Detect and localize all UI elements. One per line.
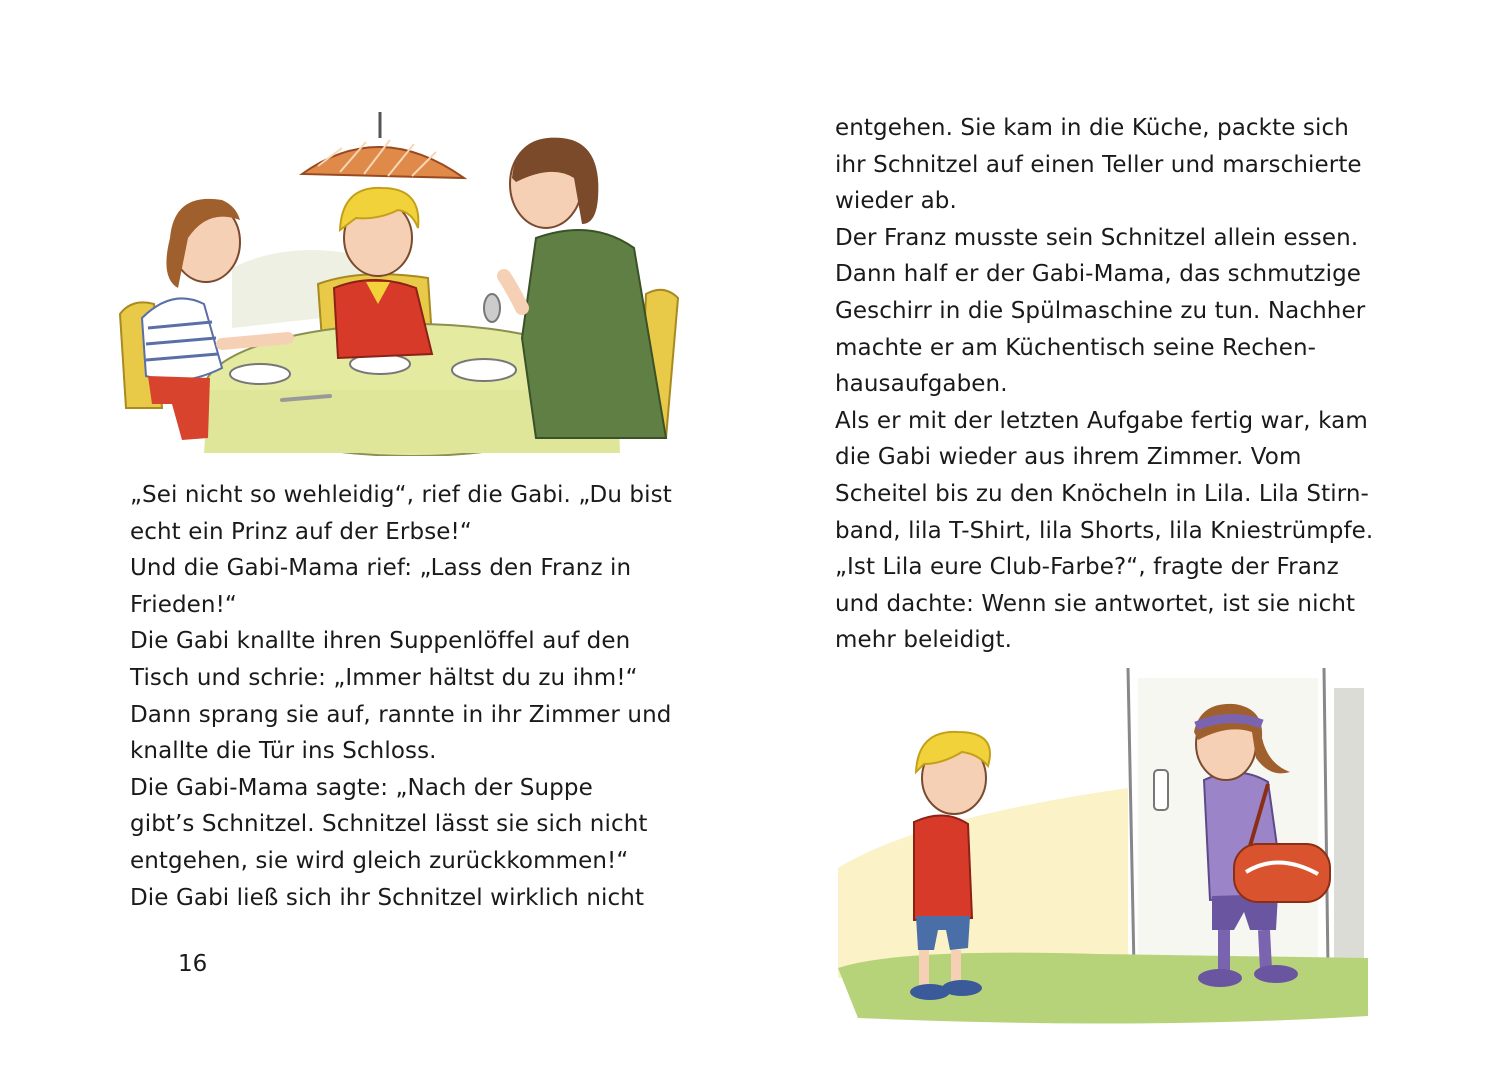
text-line: „Ist Lila eure Club-Farbe?“, fragte der Franz — [835, 554, 1339, 581]
illustration-dinner-table — [112, 108, 684, 456]
text-line: Scheitel bis zu den Knöcheln in Lila. Lila Stirn- — [835, 480, 1369, 507]
right-page — [750, 0, 1500, 1073]
text-line: Dann sprang sie auf, rannte in ihr Zimmer und — [130, 701, 672, 728]
text-line: Und die Gabi-Mama rief: „Lass den Franz in — [130, 555, 632, 582]
wall-shadow — [1334, 688, 1364, 968]
text-line: Die Gabi ließ sich ihr Schnitzel wirklich nicht — [130, 884, 645, 911]
soup-plate — [230, 364, 290, 384]
text-line: Die Gabi knallte ihren Suppenlöffel auf den — [130, 628, 631, 655]
mama-green-jacket — [522, 230, 666, 438]
wall-light — [838, 788, 1128, 978]
text-line: Geschirr in die Spülmaschine zu tun. Nachher — [835, 297, 1366, 324]
franz-shoe — [942, 980, 982, 996]
mama-arm — [504, 276, 522, 308]
gabi-shoe — [1198, 969, 1242, 987]
text-line: „Sei nicht so wehleidig“, rief die Gabi. „Du bist — [130, 482, 672, 508]
text-line: die Gabi wieder aus ihrem Zimmer. Vom — [835, 444, 1302, 471]
text-line: Die Gabi-Mama sagte: „Nach der Suppe — [130, 774, 593, 801]
page-number: 16 — [178, 951, 208, 977]
text-line: entgehen. Sie kam in die Küche, packte sich — [835, 115, 1349, 141]
right-page-text — [835, 110, 1395, 659]
gabi-arm — [222, 338, 288, 344]
text-line: machte er am Küchentisch seine Rechen- — [835, 334, 1317, 361]
text-line: und dachte: Wenn sie antwortet, ist sie nicht — [835, 590, 1356, 617]
text-line: knallte die Tür ins Schloss. — [130, 738, 437, 765]
text-line: ihr Schnitzel auf einen Teller und marschierte — [835, 151, 1362, 178]
door-frame-left — [1128, 668, 1134, 968]
soup-plate — [452, 359, 516, 381]
text-line: entgehen, sie wird gleich zurückkommen!“ — [130, 847, 629, 874]
franz-red-shirt — [914, 815, 972, 920]
text-line: hausaufgaben. — [835, 371, 1008, 398]
lamp-shade — [302, 147, 464, 178]
text-line: Der Franz musste sein Schnitzel allein essen. — [835, 224, 1359, 251]
text-line: gibt’s Schnitzel. Schnitzel lässt sie sich nicht — [130, 811, 648, 838]
door-frame-right — [1324, 668, 1328, 968]
text-line: Als er mit der letzten Aufgabe fertig war, kam — [835, 407, 1368, 434]
illustration-doorway — [838, 668, 1368, 1030]
text-line: Tisch und schrie: „Immer hältst du zu ihm!“ — [130, 664, 638, 691]
text-line: Frieden!“ — [130, 591, 237, 618]
text-line: wieder ab. — [835, 188, 957, 215]
door-handle — [1154, 770, 1168, 810]
text-line: echt ein Prinz auf der Erbse!“ — [130, 518, 472, 545]
text-line: band, lila T-Shirt, lila Shorts, lila Kniestrümpfe. — [835, 517, 1374, 544]
left-page-text — [130, 477, 690, 916]
spoon-in-hand — [484, 294, 500, 322]
text-line: mehr beleidigt. — [835, 627, 1012, 654]
text-line: Dann half er der Gabi-Mama, das schmutzige — [835, 261, 1362, 288]
gabi-shoe — [1254, 965, 1298, 983]
